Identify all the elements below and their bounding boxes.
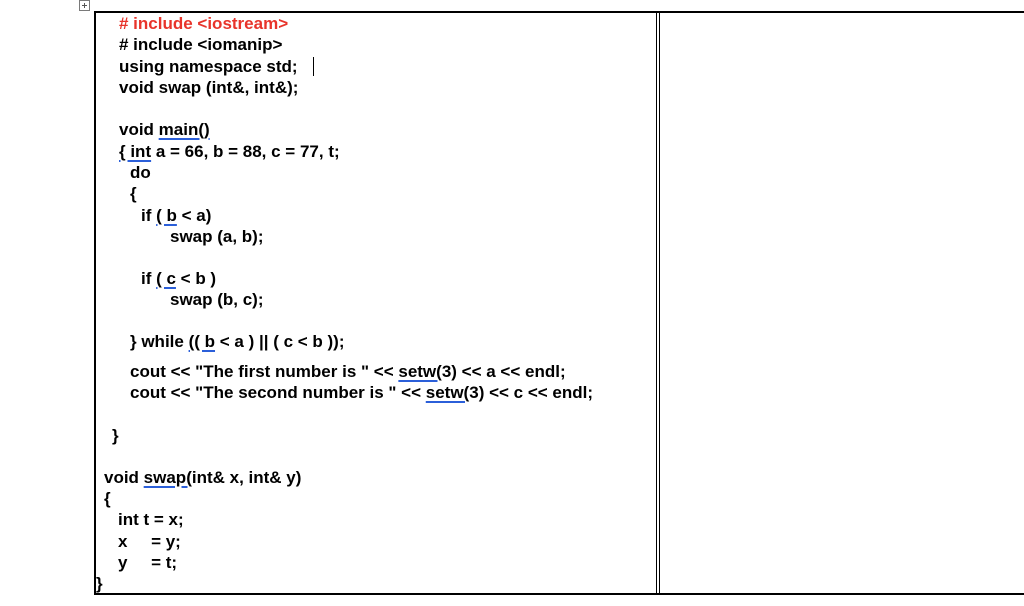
code-line-swap-a-b: swap (a, b); <box>170 227 264 246</box>
code-line-if-c-less-b <box>141 269 216 289</box>
spelling-underline-c: ( c <box>156 269 176 288</box>
table-move-handle-icon[interactable] <box>79 0 90 11</box>
code-token: void <box>104 468 144 487</box>
code-token: void <box>119 120 159 139</box>
code-token: } while <box>130 332 189 351</box>
code-line-swap-open-brace: { <box>104 489 111 508</box>
code-line-main-signature <box>119 120 210 140</box>
code-line-include-iomanip: # include <iomanip> <box>119 35 283 54</box>
text-cursor <box>313 57 314 76</box>
code-token: 3) << c << endl; <box>469 383 594 402</box>
spelling-underline-while-cond: (( b <box>188 332 216 351</box>
code-line-y-equals-t: y = t; <box>118 553 178 572</box>
code-token: int& x, int& y) <box>191 468 302 487</box>
code-line-int-t: int t = x; <box>118 510 184 529</box>
code-token: if <box>141 206 157 225</box>
code-line-swap-definition <box>104 468 301 488</box>
code-line-swap-prototype: void swap (int&, int&); <box>119 78 299 97</box>
spelling-underline-int: { int <box>119 142 152 161</box>
code-token: cout << "The first number is " << <box>130 362 399 381</box>
code-token: < a ) || ( c < b )); <box>215 332 345 351</box>
spelling-underline-swap: swap( <box>143 468 192 487</box>
code-line-swap-close-brace: } <box>96 574 103 593</box>
code-line-include-iostream: # include <iostream> <box>119 14 289 33</box>
code-line-while <box>130 332 345 352</box>
code-line-cout-first <box>130 362 566 382</box>
spelling-underline-main: main() <box>158 120 210 139</box>
code-line-cout-second <box>130 383 593 403</box>
code-token: < b ) <box>175 269 217 288</box>
code-token: a = 66, b = 88, c = 77, t; <box>151 142 340 161</box>
code-line-using-namespace: using namespace std; <box>119 57 298 76</box>
code-token: 3) << a << endl; <box>441 362 566 381</box>
code-line-do-open-brace: { <box>130 184 137 203</box>
code-line-main-close-brace: } <box>112 426 119 445</box>
code-token: if <box>141 269 157 288</box>
code-token: < a) <box>176 206 212 225</box>
code-line-declarations <box>119 142 340 162</box>
code-token: cout << "The second number is " << <box>130 383 426 402</box>
spelling-underline-setw: setw( <box>398 362 442 381</box>
column-divider[interactable] <box>656 11 660 595</box>
code-line-do: do <box>130 163 151 182</box>
code-line-x-equals-y: x = y; <box>118 532 181 551</box>
code-line-if-b-less-a <box>141 206 211 226</box>
code-line-swap-b-c: swap (b, c); <box>170 290 264 309</box>
spelling-underline-setw: setw( <box>425 383 470 402</box>
spelling-underline-b: ( b <box>156 206 177 225</box>
